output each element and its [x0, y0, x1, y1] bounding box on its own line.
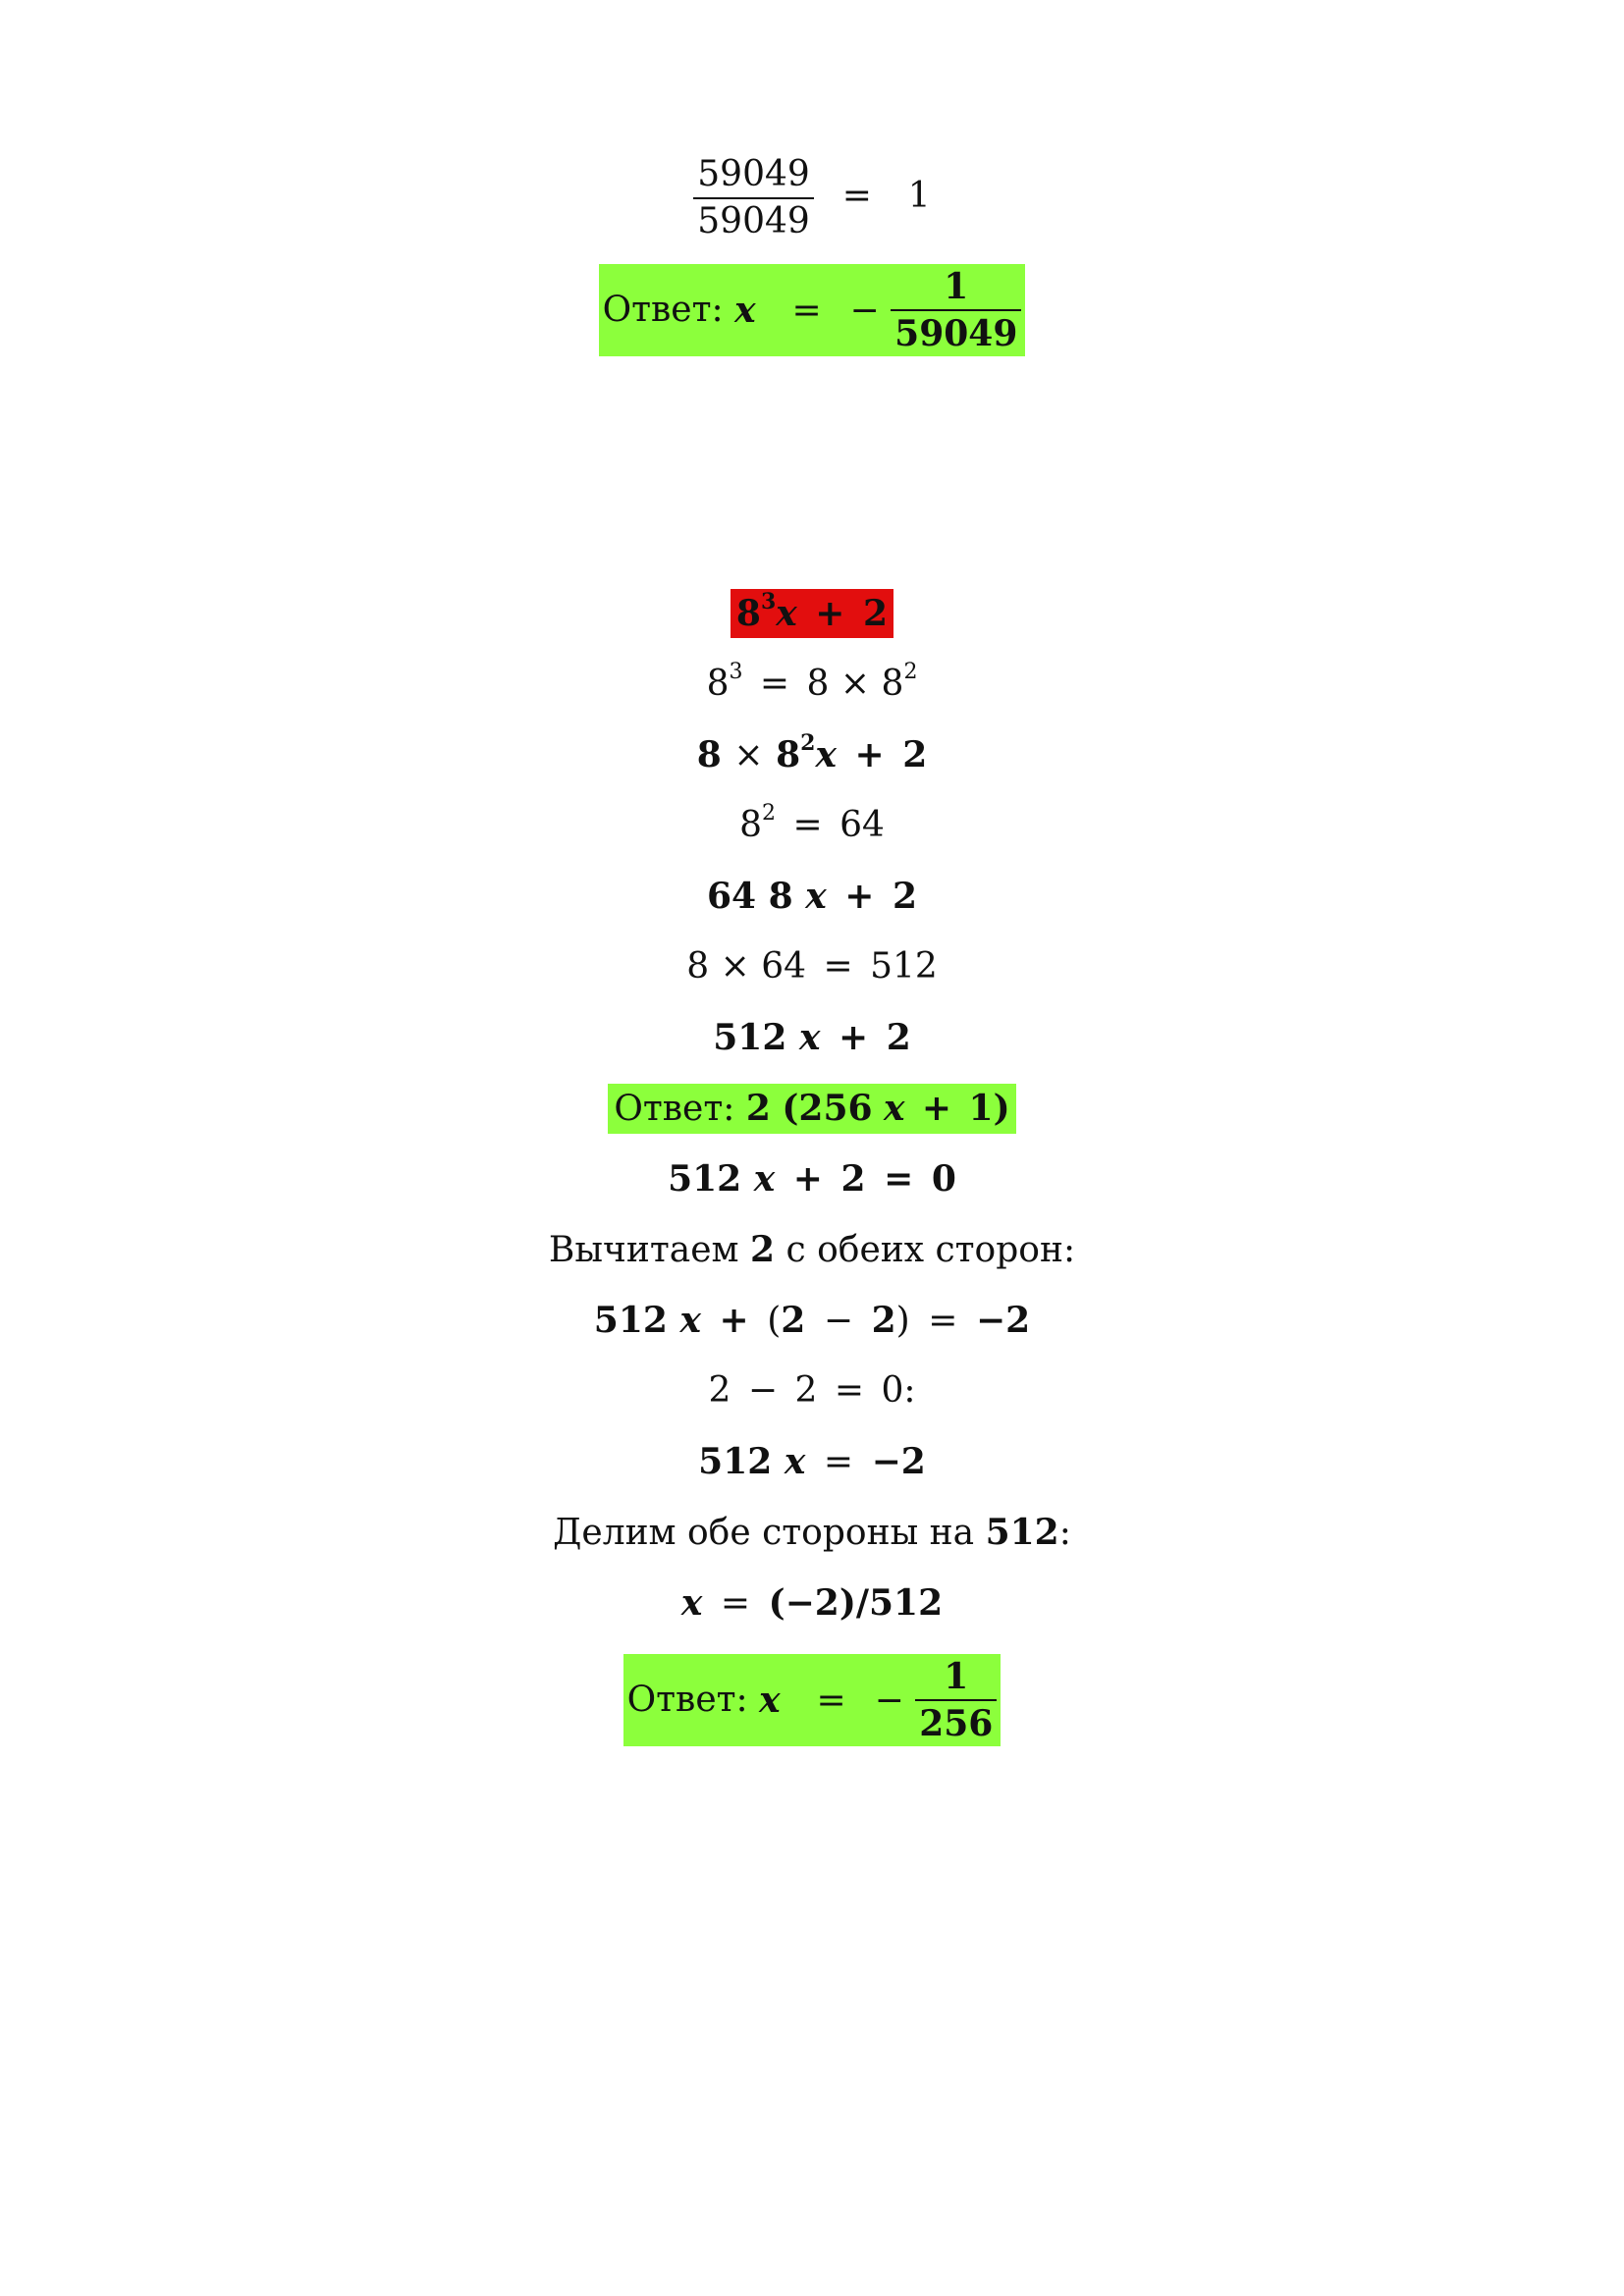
answer-label: Ответ:: [614, 1089, 735, 1129]
answer-fraction: [915, 1654, 997, 1746]
answer-numerator: 1: [891, 264, 1021, 311]
step-3: $8^2 = 64$: [739, 801, 885, 845]
answer-box-final: [623, 1654, 1001, 1746]
equation-2: 512 x + (2 − 2) = −2: [593, 1300, 1031, 1341]
problem-expression: [0, 589, 1624, 639]
answer-denominator: 59049: [894, 313, 1018, 354]
fraction: [693, 152, 814, 244]
answer-row-1: [0, 263, 1624, 356]
answer-box-1: [599, 264, 1026, 356]
fraction-numerator: 59049: [693, 152, 814, 199]
step-5: 8 × 64 = 512: [686, 946, 938, 987]
answer-minus: −: [849, 290, 880, 331]
answer-numerator: 1: [915, 1654, 997, 1701]
text-divide: Делим обе стороны на 512:: [553, 1512, 1071, 1553]
fraction-equals-one: [0, 147, 1624, 245]
step-4: 64 8 x + 2: [706, 876, 918, 917]
answer-equals: =: [791, 290, 822, 331]
step-2: $8 \times 8^2x + 2$: [696, 730, 928, 775]
equation-1: 512 x + 2 = 0: [668, 1158, 956, 1200]
answer-minus: −: [874, 1680, 904, 1721]
equation-5: x = (−2)/512: [680, 1582, 944, 1624]
fraction-denominator: 59049: [697, 201, 810, 241]
result-value: 1: [907, 176, 931, 216]
answer-denominator: 256: [919, 1703, 994, 1744]
problem-highlight: $8^3x + 2$: [731, 589, 893, 638]
equation-4: 512 x = −2: [698, 1441, 926, 1482]
answer-variable: x: [759, 1679, 781, 1721]
answer-factored-row: [0, 1084, 1624, 1134]
answer-row-final: [0, 1653, 1624, 1746]
answer-variable: x: [734, 289, 756, 331]
step-1: $8^3 = 8 \times 8^2$: [706, 660, 918, 704]
answer-factored-box: Ответ: 2 (256 x + 1): [608, 1084, 1015, 1134]
answer-label: Ответ:: [626, 1680, 748, 1720]
equation-3: 2 − 2 = 0:: [708, 1370, 916, 1411]
step-6: 512 x + 2: [713, 1017, 911, 1058]
answer-equals: =: [816, 1680, 846, 1721]
text-subtract: Вычитаем 2 с обеих сторон:: [548, 1229, 1076, 1270]
equals-sign: =: [841, 176, 872, 216]
answer-fraction: [891, 264, 1021, 356]
answer-label: Ответ:: [602, 290, 724, 330]
